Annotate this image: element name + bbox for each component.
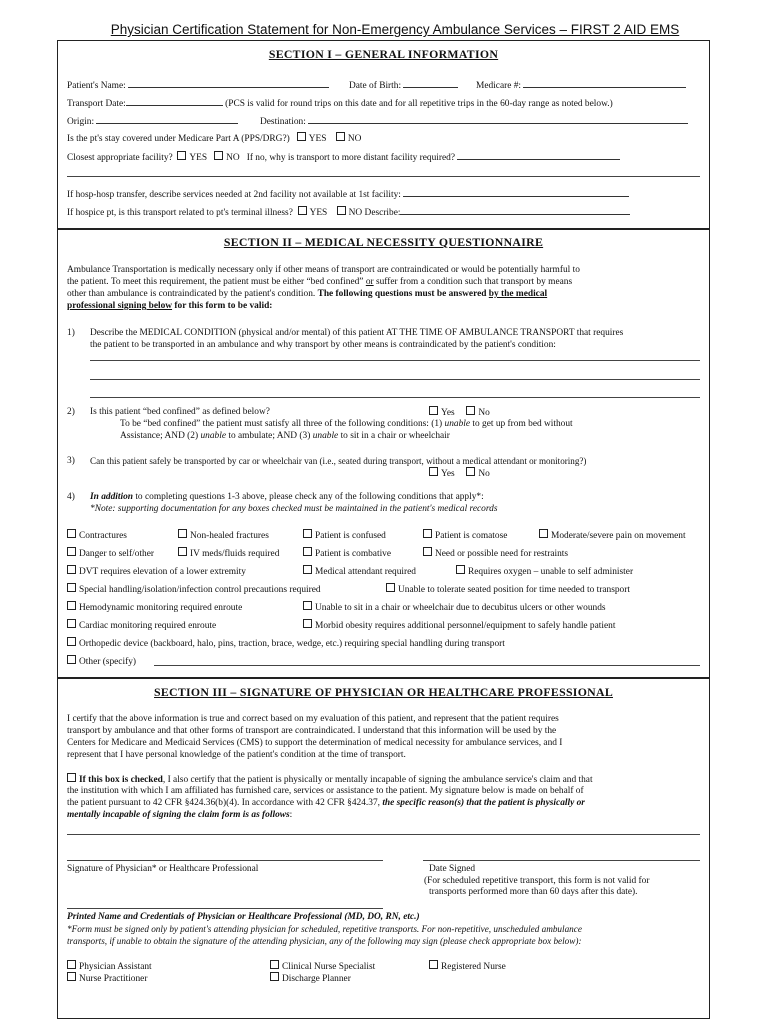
q2-line-2 <box>120 418 573 430</box>
date-note-line-1: (For scheduled repetitive transport, this form is not valid for <box>424 876 650 886</box>
signature-field[interactable] <box>67 860 383 861</box>
condition-hemodynamic-monitoring[interactable] <box>67 601 242 614</box>
dob-row <box>349 78 458 92</box>
signer-label: Clinical Nurse Specialist <box>282 962 376 972</box>
q4-line-1 <box>90 491 484 503</box>
cert-line-3: Centers for Medicare and Medicaid Services (CMS) to support the determination of medical necessity for ambulance services, and I <box>67 738 563 748</box>
checkbox[interactable] <box>67 583 76 592</box>
hosp-transfer-question: If hosp-hosp transfer, describe services needed at 2nd facility not available at 1st facility: <box>67 190 401 200</box>
condition-label: Medical attendant required <box>315 567 416 577</box>
intro-line-3b: The following questions must be answered <box>317 289 487 299</box>
closest-no-checkbox[interactable] <box>214 151 223 160</box>
transport-date-row <box>67 96 613 110</box>
q4-in-addition: In addition <box>90 492 133 502</box>
q4-note: *Note: supporting documentation for any boxes checked must be maintained in the patient's medical records <box>90 504 498 514</box>
section-2-heading: SECTION II – MEDICAL NECESSITY QUESTIONNAIRE <box>223 235 544 249</box>
q2-line-3a: Assistance; AND (2) <box>120 431 199 441</box>
intro-line-4a: professional signing below <box>67 301 173 311</box>
incapable-line-3 <box>67 797 585 809</box>
transport-date-field[interactable] <box>126 96 223 106</box>
condition-label: Patient is comatose <box>435 531 508 541</box>
intro-line-4b: for this form to be valid: <box>174 301 273 311</box>
condition-confused[interactable] <box>303 529 386 542</box>
dob-field[interactable] <box>403 78 458 88</box>
hospice-describe-label: Describe: <box>364 208 401 218</box>
closest-no-label: NO <box>226 153 240 163</box>
hospice-yes-label: YES <box>309 208 328 218</box>
signer-label: Physician Assistant <box>79 962 152 972</box>
closest-yes-checkbox[interactable] <box>177 151 186 160</box>
condition-non-healed-fractures[interactable] <box>178 529 269 542</box>
part-a-yes-label: YES <box>308 134 327 144</box>
part-a-yes-checkbox[interactable] <box>297 132 306 141</box>
condition-combative[interactable] <box>303 547 391 560</box>
intro-line-4 <box>67 300 707 312</box>
form-note-line-1: *Form must be signed only by patient's attending physician for scheduled, repetitive transports. For non-repetitive, unscheduled ambulance <box>67 924 582 934</box>
incapable-line-2: the institution with which I am affiliated has furnished care, services or assistance to the patient. My signature below is made on behalf of <box>67 786 584 796</box>
condition-cardiac-monitoring[interactable] <box>67 619 216 632</box>
hospice-question: If hospice pt, is this transport related to pt's terminal illness? <box>67 208 293 218</box>
condition-morbid-obesity[interactable] <box>303 619 615 632</box>
checkbox[interactable] <box>429 960 438 969</box>
cert-line-1: I certify that the above information is true and correct based on my evaluation of this patient, and represent that the patient requires <box>67 714 559 724</box>
condition-orthopedic-device[interactable] <box>67 637 505 650</box>
checkbox[interactable] <box>303 619 312 628</box>
medicare-row <box>476 78 686 92</box>
hosp-transfer-row <box>67 187 629 201</box>
q2-line-2a: To be “bed confined” the patient must satisfy all three of the following conditions: (1) <box>120 419 443 429</box>
checkbox[interactable] <box>386 583 395 592</box>
patient-name-field[interactable] <box>128 78 329 88</box>
checkbox[interactable] <box>423 547 432 556</box>
condition-label: Patient is confused <box>315 531 386 541</box>
destination-label: Destination: <box>260 117 306 127</box>
checkbox[interactable] <box>423 529 432 538</box>
origin-label: Origin: <box>67 117 95 127</box>
checkbox[interactable] <box>67 655 76 664</box>
checkbox[interactable] <box>303 565 312 574</box>
q2-no-label: No <box>478 408 490 418</box>
signer-label: Nurse Practitioner <box>79 974 148 984</box>
q3-yes-checkbox[interactable] <box>429 467 438 476</box>
q4-number: 4) <box>67 492 75 502</box>
intro-line-2b: suffer from a condition such that transport by means <box>375 277 573 287</box>
section-1-heading: SECTION I – GENERAL INFORMATION <box>268 47 499 61</box>
section-general-information <box>57 40 710 229</box>
checkbox[interactable] <box>178 547 187 556</box>
other-specify-field[interactable] <box>154 665 700 666</box>
checkbox[interactable] <box>67 960 76 969</box>
origin-row <box>67 114 238 128</box>
condition-label: IV meds/fluids required <box>190 549 280 559</box>
condition-label: Moderate/severe pain on movement <box>551 531 686 541</box>
condition-other[interactable] <box>67 655 136 668</box>
printed-name-field[interactable] <box>67 908 383 909</box>
incapable-line-4-text: mentally incapable of signing the claim form is as follows <box>67 810 290 820</box>
incapable-line-1b: , I also certify that the patient is physically or mentally incapable of signing the ambulance service's claim and that <box>162 775 593 785</box>
hospice-no-checkbox[interactable] <box>337 206 346 215</box>
signer-discharge-planner[interactable] <box>270 972 351 985</box>
intro-line-3 <box>67 288 707 300</box>
checkbox[interactable] <box>67 529 76 538</box>
q3-no-checkbox[interactable] <box>466 467 475 476</box>
checkbox[interactable] <box>178 529 187 538</box>
q1-answer-line-1[interactable] <box>90 360 700 361</box>
q1-line-1: Describe the MEDICAL CONDITION (physical and/or mental) of this patient AT THE TIME OF AMBULANCE TRANSPORT that requires <box>90 328 624 338</box>
condition-label: Danger to self/other <box>79 549 154 559</box>
pcs-note: (PCS is valid for round trips on this date and for all repetitive trips in the 60-day range as noted below.) <box>225 99 613 109</box>
q2-line-3 <box>120 430 450 442</box>
checkbox[interactable] <box>303 547 312 556</box>
q2-line-2b: to get up from bed without <box>472 419 573 429</box>
if-no-question: If no, why is transport to more distant facility required? <box>246 153 455 163</box>
incapable-line-4 <box>67 809 292 821</box>
destination-row <box>260 114 688 128</box>
closest-facility-row <box>67 150 620 164</box>
hospice-row <box>67 205 630 219</box>
form-title: Physician Certification Statement for Non-Emergency Ambulance Services – FIRST 2 AID EMS <box>110 22 680 37</box>
condition-label: Orthopedic device (backboard, halo, pins, traction, brace, wedge, etc.) requiring special handling during transport <box>79 639 505 649</box>
condition-comatose[interactable] <box>423 529 507 542</box>
form-note-line-2: transports, if unable to obtain the signature of the attending physician, any of the following may sign (please check appropriate box below): <box>67 936 582 946</box>
date-signed-label: Date Signed <box>429 864 476 874</box>
condition-dvt[interactable] <box>67 565 246 578</box>
checkbox[interactable] <box>303 601 312 610</box>
condition-special-handling[interactable] <box>67 583 321 596</box>
intro-line-3a: other than ambulance is contraindicated by the patient's condition. <box>67 289 316 299</box>
condition-decubitus[interactable] <box>303 601 606 614</box>
q3-number: 3) <box>67 456 75 466</box>
signer-label: Discharge Planner <box>282 974 351 984</box>
incapable-line-3b: the specific reason(s) that the patient is physically or <box>382 798 585 808</box>
checkbox[interactable] <box>67 601 76 610</box>
q2-number: 2) <box>67 407 75 417</box>
q1-answer-line-3[interactable] <box>90 397 700 398</box>
q2-unable-1: unable <box>444 419 471 429</box>
checkbox[interactable] <box>67 619 76 628</box>
intro-paragraph <box>67 264 707 312</box>
signer-label: Registered Nurse <box>441 962 506 972</box>
hospice-describe-field[interactable] <box>400 205 630 215</box>
intro-line-2 <box>67 276 707 288</box>
closest-facility-question: Closest appropriate facility? <box>67 153 173 163</box>
cert-line-4: represent that I have personal knowledge of the patient's condition at the time of transport. <box>67 750 406 760</box>
section-medical-necessity <box>57 229 710 679</box>
patient-name-label: Patient's Name: <box>67 81 126 91</box>
intro-line-3c: by the medical <box>488 289 548 299</box>
condition-label: Need or possible need for restraints <box>435 549 569 559</box>
signature-label: Signature of Physician* or Healthcare Professional <box>67 864 259 874</box>
incapable-box-label: If this box is checked <box>79 775 163 785</box>
condition-label: Unable to tolerate seated position for time needed to transport <box>398 585 630 595</box>
condition-label: Non-healed fractures <box>190 531 269 541</box>
incapable-reason-field[interactable] <box>67 834 700 835</box>
section-signature <box>57 677 710 1019</box>
hosp-transfer-field[interactable] <box>403 187 629 197</box>
q2-unable-2: unable <box>200 431 226 441</box>
q2-unable-3: unable <box>312 431 339 441</box>
condition-label: Other (specify) <box>79 657 137 667</box>
dob-label: Date of Birth: <box>349 81 402 91</box>
checkbox[interactable] <box>67 972 76 981</box>
checkbox[interactable] <box>456 565 465 574</box>
intro-or: or <box>365 277 374 287</box>
q3-answer <box>429 467 490 480</box>
section-3-heading: SECTION III – SIGNATURE OF PHYSICIAN OR HEALTHCARE PROFESSIONAL <box>154 685 613 699</box>
checkbox[interactable] <box>67 547 76 556</box>
q3-no-label: No <box>478 469 490 479</box>
checkbox[interactable] <box>270 960 279 969</box>
condition-restraints[interactable] <box>423 547 568 560</box>
incapable-checkbox[interactable] <box>67 773 76 782</box>
medicare-field[interactable] <box>523 78 686 88</box>
q2-line-3c: to sit in a chair or wheelchair <box>340 431 450 441</box>
printed-name-label: Printed Name and Credentials of Physician or Healthcare Professional (MD, DO, RN, etc.) <box>67 912 420 922</box>
condition-danger[interactable] <box>67 547 154 560</box>
condition-label: DVT requires elevation of a lower extremity <box>79 567 246 577</box>
q2-no-checkbox[interactable] <box>466 406 475 415</box>
condition-seated-position[interactable] <box>386 583 630 596</box>
q2-line-1: Is this patient “bed confined” as defined below? <box>90 407 270 417</box>
signer-nurse-practitioner[interactable] <box>67 972 147 985</box>
part-a-no-label: NO <box>347 134 362 144</box>
cert-line-2: transport by ambulance and that other forms of transport are contraindicated. I understand that this information will be used by the <box>67 726 557 736</box>
hospice-yes-checkbox[interactable] <box>298 206 307 215</box>
condition-label: Hemodynamic monitoring required enroute <box>79 603 243 613</box>
if-no-field[interactable] <box>457 150 620 160</box>
date-note-line-2: transports performed more than 60 days after this date). <box>429 887 638 897</box>
part-a-row <box>67 132 361 145</box>
condition-contractures[interactable] <box>67 529 127 542</box>
signer-registered-nurse[interactable] <box>429 960 506 973</box>
checkbox[interactable] <box>270 972 279 981</box>
date-signed-field[interactable] <box>423 860 700 861</box>
condition-label: Morbid obesity requires additional personnel/equipment to safely handle patient <box>315 621 616 631</box>
medicare-label: Medicare #: <box>476 81 522 91</box>
patient-name-row <box>67 78 329 92</box>
checkbox[interactable] <box>539 529 548 538</box>
intro-line-1: Ambulance Transportation is medically necessary only if other means of transport are contraindicated or would be potentially harmful to <box>67 265 580 275</box>
q3-line-1: Can this patient safely be transported by car or wheelchair van (i.e., seated during transport, without a medical attendant or monitoring?) <box>90 456 587 466</box>
condition-label: Contractures <box>79 531 127 541</box>
checkbox[interactable] <box>67 565 76 574</box>
condition-label: Cardiac monitoring required enroute <box>79 621 217 631</box>
q1-line-2: the patient to be transported in an ambulance and why transport by other means is contraindicated by the patient's condition: <box>90 340 556 350</box>
q1-number: 1) <box>67 328 75 338</box>
q2-yes-label: Yes <box>441 408 455 418</box>
origin-field[interactable] <box>96 114 238 124</box>
condition-label: Patient is combative <box>315 549 392 559</box>
q4-instruction: to completing questions 1-3 above, please check any of the following conditions that apply*: <box>135 492 484 502</box>
hospice-no-label: NO <box>348 208 363 218</box>
condition-label: Special handling/isolation/infection control precautions required <box>79 585 321 595</box>
checkbox[interactable] <box>303 529 312 538</box>
incapable-line-4-colon: : <box>289 810 293 820</box>
condition-oxygen[interactable] <box>456 565 633 578</box>
condition-medical-attendant[interactable] <box>303 565 416 578</box>
part-a-no-checkbox[interactable] <box>336 132 345 141</box>
transport-date-label: Transport Date: <box>67 99 126 109</box>
q3-yes-label: Yes <box>441 469 455 479</box>
destination-field[interactable] <box>308 114 688 124</box>
part-a-question: Is the pt's stay covered under Medicare Part A (PPS/DRG?) <box>67 134 290 144</box>
intro-line-2a: the patient. To meet this requirement, the patient must be either “bed confined” <box>67 277 364 287</box>
incapable-line-3a: the patient pursuant to 42 CFR §424.36(b)(4). In accordance with 42 CFR §424.37, <box>67 798 380 808</box>
condition-pain-on-movement[interactable] <box>539 529 686 542</box>
closest-yes-label: YES <box>189 153 208 163</box>
checkbox[interactable] <box>67 637 76 646</box>
if-no-continuation-line[interactable] <box>67 176 700 177</box>
q2-line-3b: to ambulate; AND (3) <box>228 431 311 441</box>
condition-label: Unable to sit in a chair or wheelchair due to decubitus ulcers or other wounds <box>315 603 606 613</box>
q1-answer-line-2[interactable] <box>90 379 700 380</box>
condition-label: Requires oxygen – unable to self administer <box>468 567 634 577</box>
condition-iv-meds[interactable] <box>178 547 279 560</box>
q2-yes-checkbox[interactable] <box>429 406 438 415</box>
